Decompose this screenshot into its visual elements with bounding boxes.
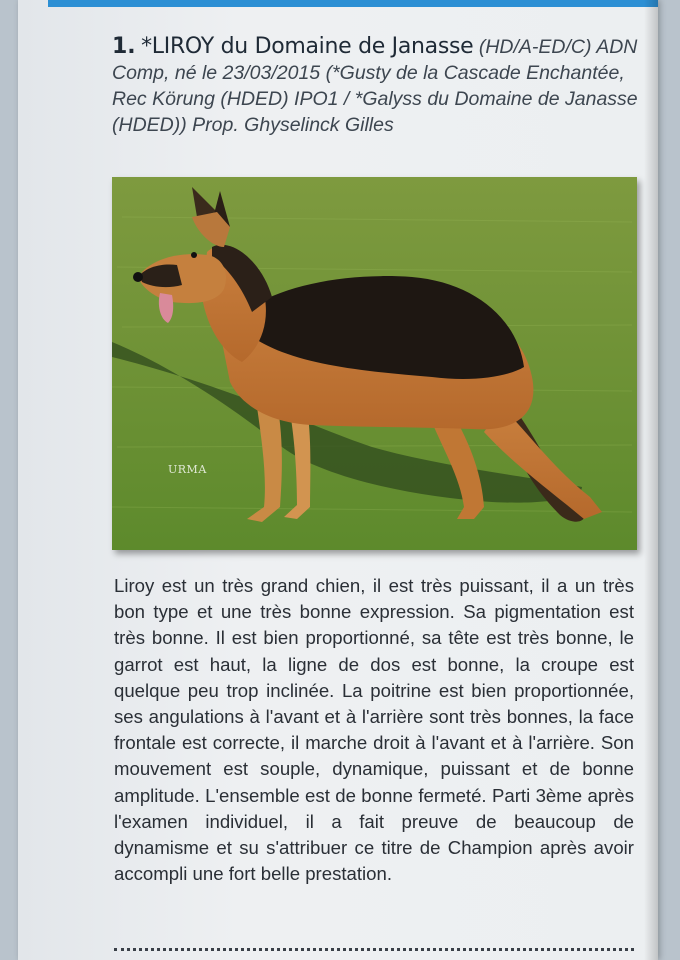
top-accent-rule <box>48 0 658 7</box>
judge-description: Liroy est un très grand chien, il est très puissant, il a un très bon type et une très bonne expression. Sa pigmentation est très bonne. Il est bien proportionné, sa tête est très bonne, le garrot est haut, la ligne de dos est bonne, la croupe est quelque peu trop inclinée. La poitrine est bien proportionnée, ses angulations à l'avant et à l'arrière sont très bonnes, la face frontale est correcte, il marche droit à l'avant et à l'arrière. Son mouvement est souple, dynamique, puissant et de bonne amplitude. L'ensemble est de bonne fermeté. Parti 3ème après l'examen individuel, il a fait preuve de beaucoup de dynamisme et su s'attribuer ce titre de Champion après avoir accompli une fort belle prestation. <box>114 575 634 885</box>
page-edge-shadow <box>644 0 658 960</box>
entry-heading <box>112 34 647 138</box>
dog-details: (HD/A-ED/C) ADN Comp, né le 23/03/2015 (*Gusty de la Cascade Enchantée, Rec Körung (HDED) IPO1 / *Galyss du Domaine de Janasse (HDED)) Prop. Ghyselinck Gilles <box>112 36 638 136</box>
catalog-page <box>18 0 658 960</box>
german-shepherd-illustration <box>112 177 637 550</box>
entry-number: 1. <box>112 34 136 59</box>
dog-name: *LIROY du Domaine de Janasse <box>141 34 474 59</box>
photo-watermark: URMA <box>168 463 207 476</box>
dog-photo <box>112 177 637 550</box>
dotted-separator <box>114 948 634 951</box>
